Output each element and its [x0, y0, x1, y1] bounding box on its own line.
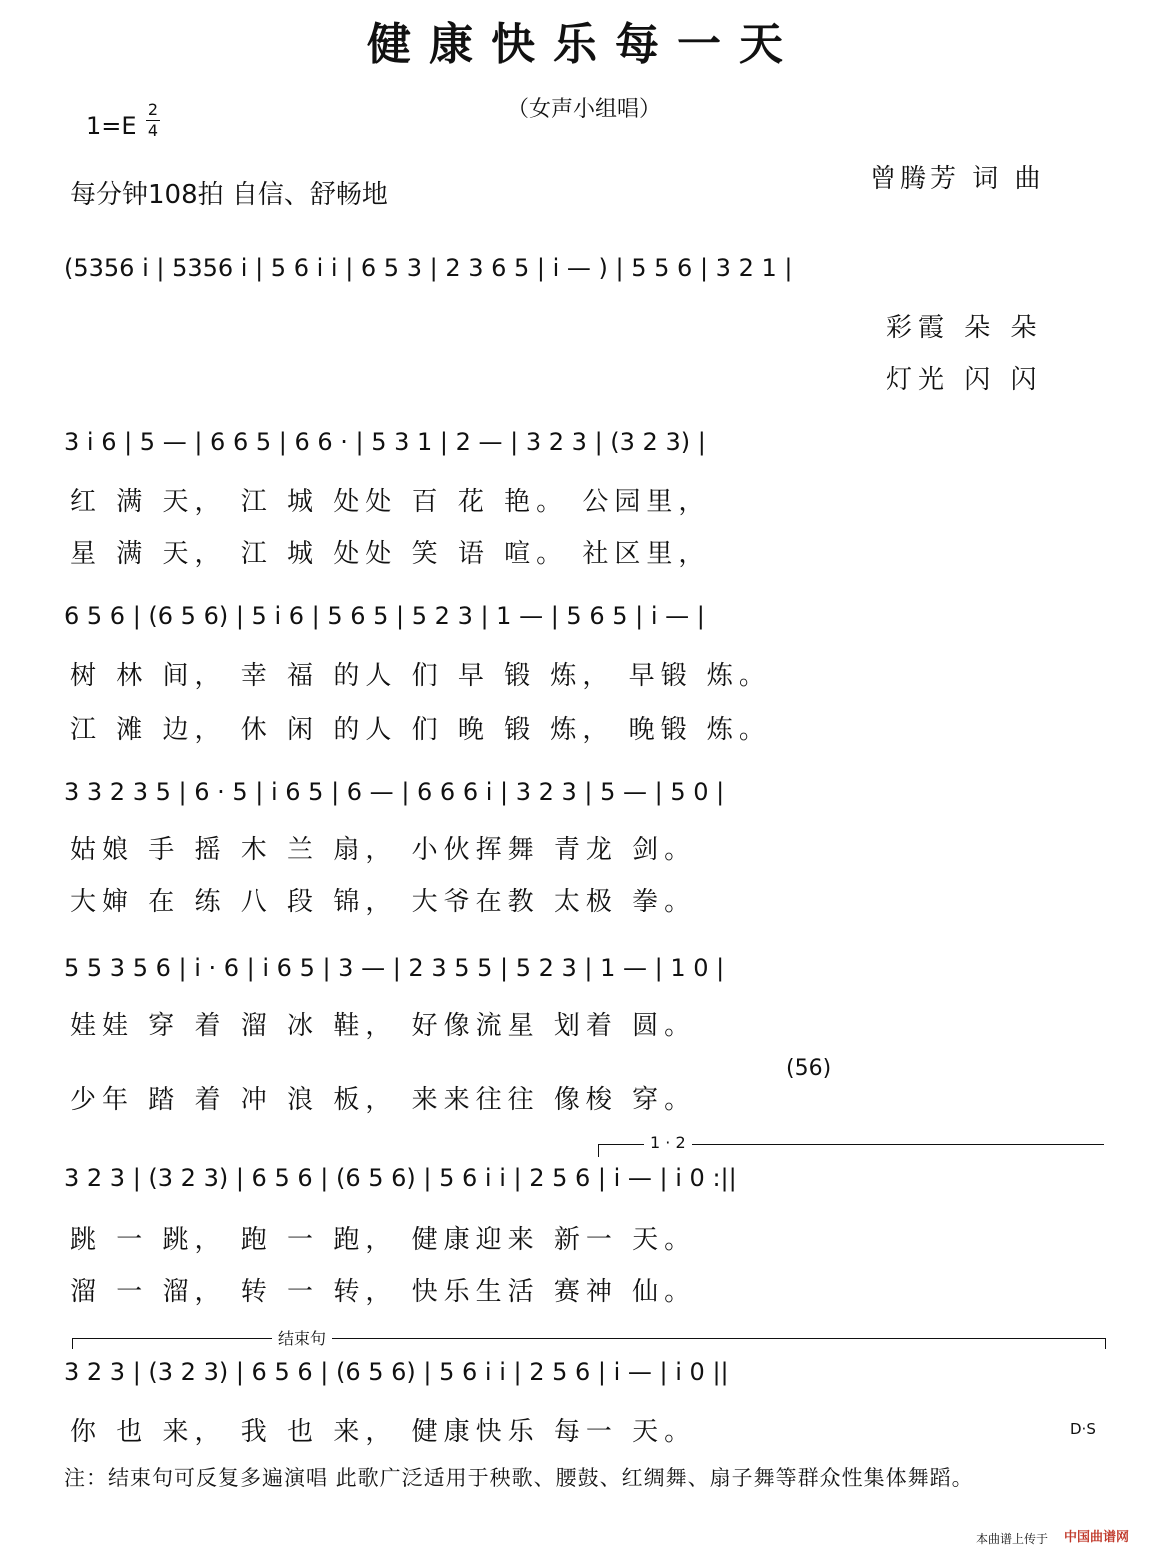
coda-label: 结束句: [272, 1326, 332, 1349]
lyric-line: 大婶 在 练 八 段 锦， 大爷在教 太极 拳。: [70, 887, 697, 917]
lyric-line: 少年 踏 着 冲 浪 板， 来来往往 像梭 穿。: [70, 1085, 697, 1115]
staff-line-2: 3 i 6 | 5 — | 6 6 5 | 6 6 · | 5 3 1 | 2 — | 3 2 3 | (3 2 3) |: [64, 428, 706, 456]
staff-line-3: 6 5 6 | (6 5 6) | 5 i 6 | 5 6 5 | 5 2 3 | 1 — | 5 6 5 | i — |: [64, 602, 705, 630]
song-title: 健康快乐每一天: [367, 19, 801, 70]
upload-credit: 本曲谱上传于: [976, 1532, 1049, 1546]
lyric-line: 姑娘 手 摇 木 兰 扇， 小伙挥舞 青龙 剑。: [70, 835, 697, 865]
lyric-line: 树 林 间， 幸 福 的人 们 早 锻 炼， 早锻 炼。: [70, 661, 771, 691]
key-signature: 1=E: [86, 112, 137, 140]
staff-line-6: 3 2 3 | (3 2 3) | 6 5 6 | (6 5 6) | 5 6 i i | 2 5 6 | i — | i 0 :||: [64, 1164, 737, 1192]
lyric-line: 江 滩 边， 休 闲 的人 们 晚 锻 炼， 晚锻 炼。: [70, 715, 771, 745]
lyric-line: 彩霞 朵 朵: [886, 313, 1043, 343]
lyric-line: 跳 一 跳， 跑 一 跑， 健康迎来 新一 天。: [70, 1225, 697, 1255]
volta-label: 1 · 2: [644, 1133, 692, 1152]
alternate-notes: (56): [786, 1056, 832, 1081]
lyric-line: 你 也 来， 我 也 来， 健康快乐 每一 天。: [70, 1417, 697, 1447]
time-signature: [146, 100, 160, 141]
author-credit: 曾腾芳 词 曲: [870, 164, 1045, 194]
performance-note: 注：结束句可反复多遍演唱 此歌广泛适用于秧歌、腰鼓、红绸舞、扇子舞等群众性集体舞蹈。: [64, 1466, 974, 1490]
staff-line-1: (5356 i | 5356 i | 5 6 i i | 6 5 3 | 2 3 6 5 | i — ) | 5 5 6 | 3 2 1 |: [64, 254, 793, 282]
lyric-line: 灯光 闪 闪: [886, 365, 1043, 395]
staff-line-4: 3 3 2 3 5 | 6 · 5 | i 6 5 | 6 — | 6 6 6 i | 3 2 3 | 5 — | 5 0 |: [64, 778, 725, 806]
lyric-line: 溜 一 溜， 转 一 转， 快乐生活 赛神 仙。: [70, 1277, 697, 1307]
song-subtitle: （女声小组唱）: [506, 97, 661, 122]
staff-line-5: 5 5 3 5 6 | i · 6 | i 6 5 | 3 — | 2 3 5 5 | 5 2 3 | 1 — | 1 0 |: [64, 954, 725, 982]
site-logo: 中国曲谱网: [1064, 1530, 1130, 1545]
dal-segno-mark: D·S: [1070, 1420, 1096, 1438]
tempo-marking: 每分钟108拍 自信、舒畅地: [70, 180, 388, 210]
staff-line-7: 3 2 3 | (3 2 3) | 6 5 6 | (6 5 6) | 5 6 i i | 2 5 6 | i — | i 0 ||: [64, 1358, 729, 1386]
time-signature-bottom: 4: [147, 121, 159, 140]
time-signature-top: 2: [147, 100, 159, 119]
coda-bracket: [72, 1338, 1106, 1349]
lyric-line: 红 满 天， 江 城 处处 百 花 艳。 公园里，: [70, 487, 711, 517]
lyric-line: 娃娃 穿 着 溜 冰 鞋， 好像流星 划着 圆。: [70, 1011, 697, 1041]
lyric-line: 星 满 天， 江 城 处处 笑 语 喧。 社区里，: [70, 539, 711, 569]
